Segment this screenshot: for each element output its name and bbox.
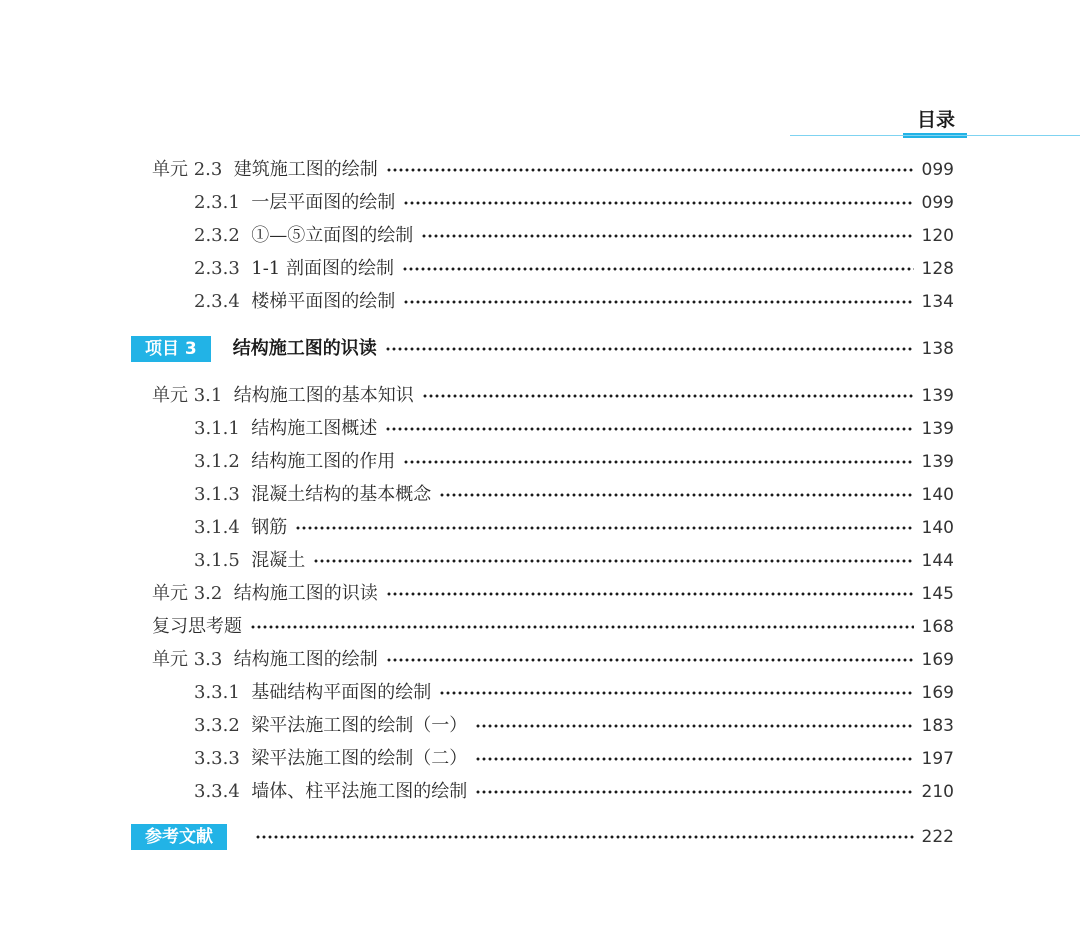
dot-leader [386,657,914,663]
toc-entry-page: 183 [921,716,954,736]
toc-entry[interactable] [194,221,954,251]
toc-entry[interactable] [194,513,954,543]
toc-entry[interactable] [194,744,954,774]
toc-entry-page: 120 [921,226,954,246]
toc-entry-number: 3.3.2 [194,715,252,736]
toc-entry-title: 梁平法施工图的绘制（二） [251,748,468,769]
dot-leader [313,558,913,564]
toc-entry-title: 结构施工图的基本知识 [233,385,414,406]
toc-entry-page: 145 [921,584,954,604]
toc-entry-page: 139 [921,386,954,406]
toc-entry-page: 134 [921,292,954,312]
toc-entry-page: 099 [921,160,954,180]
toc-entry-page: 197 [921,749,954,769]
toc-entry-number: 单元 3.1 [152,385,234,406]
toc-entry-number: 单元 2.3 [152,159,234,180]
toc-entry-page: 139 [921,419,954,439]
toc-entry-page: 140 [921,518,954,538]
toc-entry-page: 138 [921,339,954,359]
dot-leader [250,624,914,630]
toc-entry[interactable] [194,678,954,708]
toc-entry-title: 一层平面图的绘制 [251,192,396,213]
toc-entry[interactable] [152,612,954,642]
toc-entry-number: 2.3.2 [194,225,252,246]
toc-entry-title: 钢筋 [251,517,288,538]
dot-leader [439,690,913,696]
dot-leader [386,167,914,173]
toc-entry-number: 2.3.1 [194,192,252,213]
toc-entry-title: 基础结构平面图的绘制 [251,682,432,703]
dot-leader [421,233,913,239]
section-header-label: 目录 [916,109,955,131]
toc-entry[interactable] [194,447,954,477]
toc-entry-number: 3.3.1 [194,682,252,703]
toc-entry-title: 混凝土结构的基本概念 [251,484,432,505]
toc-entry-title: 结构施工图的绘制 [233,649,378,670]
toc-entry-page: 139 [921,452,954,472]
toc-entry-title: ①—⑤立面图的绘制 [251,225,414,246]
toc-entry-page: 144 [921,551,954,571]
toc-entry-number: 3.1.2 [194,451,252,472]
toc-references-entry[interactable] [131,822,954,852]
toc-entry-page: 210 [921,782,954,802]
toc-entry-title: 结构施工图概述 [251,418,378,439]
project-title: 结构施工图的识读 [232,338,377,359]
toc-entry[interactable] [194,254,954,284]
dot-leader [422,393,914,399]
toc-entry[interactable] [152,579,954,609]
toc-entry-page: 169 [921,650,954,670]
dot-leader [439,492,913,498]
toc-entry[interactable] [194,480,954,510]
toc-entry-page: 140 [921,485,954,505]
toc-entry-number: 3.1.4 [194,517,252,538]
toc-entry-number: 3.1.5 [194,550,252,571]
dot-leader [402,266,914,272]
dot-leader [386,591,914,597]
toc-entry[interactable] [152,155,954,185]
toc-entry[interactable] [194,287,954,317]
toc-entry[interactable] [194,414,954,444]
toc-entry-number: 单元 3.2 [152,583,234,604]
toc-entry-page: 222 [921,827,954,847]
toc-entry-title: 结构施工图的作用 [251,451,396,472]
toc-entry[interactable] [152,645,954,675]
dot-leader [255,834,914,840]
toc-entry-title: 混凝土 [251,550,306,571]
dot-leader [475,756,913,762]
toc-entry[interactable] [194,546,954,576]
project-badge: 项目 3 [131,336,211,362]
toc-entry-title: 1-1 剖面图的绘制 [251,258,394,279]
toc-entry-title: 梁平法施工图的绘制（一） [251,715,468,736]
toc-entry-page: 128 [921,259,954,279]
toc-entry[interactable] [194,711,954,741]
references-badge: 参考文献 [131,824,227,850]
toc-entry-number: 3.1.3 [194,484,252,505]
toc-entry-title: 建筑施工图的绘制 [233,159,378,180]
toc-entry-number: 3.1.1 [194,418,252,439]
toc-entry-title: 墙体、柱平法施工图的绘制 [251,781,468,802]
toc-entry-number: 3.3.4 [194,781,252,802]
dot-leader [475,723,913,729]
dot-leader [403,299,913,305]
toc-entry-title: 楼梯平面图的绘制 [251,291,396,312]
toc-entry-title: 复习思考题 [152,616,242,637]
toc-entry-number: 单元 3.3 [152,649,234,670]
toc-project-entry[interactable] [131,334,954,364]
toc-entry-number: 3.3.3 [194,748,252,769]
toc-entry-page: 169 [921,683,954,703]
toc-entry-number: 2.3.3 [194,258,252,279]
toc-entry[interactable] [194,188,954,218]
toc-entry[interactable] [194,777,954,807]
dot-leader [295,525,913,531]
dot-leader [403,459,913,465]
toc-entry-page: 168 [921,617,954,637]
dot-leader [385,346,914,352]
toc-entry-number: 2.3.4 [194,291,252,312]
dot-leader [403,200,913,206]
toc-entry-title: 结构施工图的识读 [233,583,378,604]
toc-entry-page: 099 [921,193,954,213]
dot-leader [475,789,913,795]
dot-leader [385,426,913,432]
toc-entry[interactable] [152,381,954,411]
